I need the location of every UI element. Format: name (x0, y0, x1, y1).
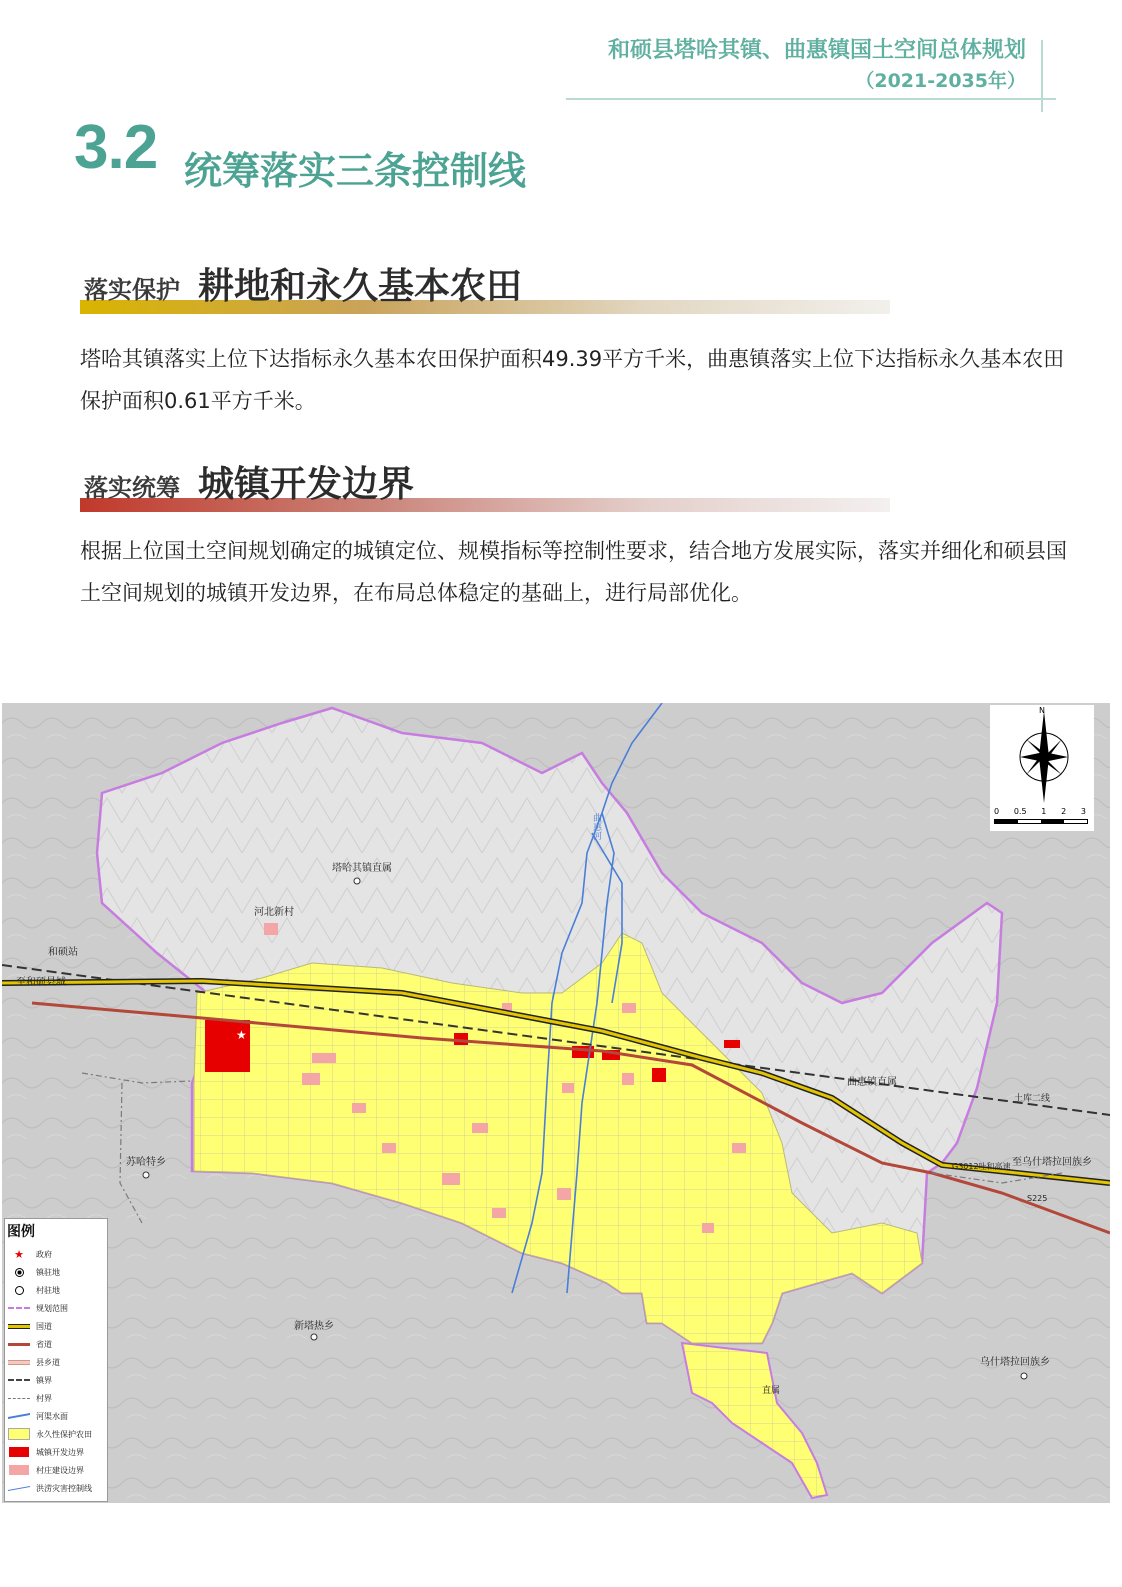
legend-label: 国道 (36, 1321, 52, 1331)
label-tahaqi: 塔哈其镇直属 (332, 863, 392, 874)
legend-title: 图例 (7, 1224, 35, 1240)
label-station: 和硕站 (48, 947, 78, 958)
legend-item (5, 1281, 107, 1299)
village-boundary-swatch-icon (8, 1465, 30, 1475)
map-legend (4, 1218, 108, 1502)
header-years: （2021-2035年） (855, 70, 1026, 92)
legend-item (5, 1407, 107, 1425)
subheading-title: 城镇开发边界 (198, 464, 415, 505)
flood-line-icon (8, 1483, 30, 1493)
subheading-prefix: 落实保护 (84, 276, 180, 304)
label-suhate: 苏哈特乡 (126, 1157, 166, 1168)
subheading-urban-boundary (80, 454, 890, 512)
header-vertical-divider (1041, 40, 1043, 112)
legend-label: 县乡道 (36, 1357, 60, 1367)
village-seat-icon (8, 1285, 30, 1295)
paragraph-farmland: 塔哈其镇落实上位下达指标永久基本农田保护面积49.39平方千米，曲惠镇落实上位下达指标永久基本农田保护面积0.61平方千米。 (80, 347, 1065, 413)
compass-and-scale (990, 705, 1094, 831)
legend-label: 村驻地 (36, 1285, 60, 1295)
label-g3012: G3012吐和高速 (952, 1162, 1011, 1171)
label-river: 曲惠河 (591, 813, 601, 840)
legend-item (5, 1299, 107, 1317)
legend-item (5, 1353, 107, 1371)
river-icon (8, 1411, 30, 1421)
planning-map (2, 703, 1110, 1503)
label-hebei: 河北新村 (254, 907, 294, 918)
legend-item (5, 1317, 107, 1335)
label-quhui: 曲惠镇直属 (847, 1077, 897, 1088)
legend-label: 镇界 (36, 1375, 52, 1385)
legend-label: 洪涝灾害控制线 (36, 1483, 92, 1493)
scale-tick: 3 (1080, 807, 1086, 816)
star-icon: ★ (14, 1247, 24, 1261)
document-header (608, 36, 1026, 96)
legend-label: 政府 (36, 1249, 52, 1259)
label-tuku: 土库二线 (1014, 1094, 1051, 1104)
label-to-county: 至和硕县城 (16, 977, 66, 988)
legend-item (5, 1389, 107, 1407)
legend-item (5, 1335, 107, 1353)
svg-text:N: N (1039, 706, 1045, 715)
national-road-icon (8, 1321, 30, 1331)
scale-bar (994, 809, 1086, 823)
town-border-icon (8, 1375, 30, 1385)
header-title: 和硕县塔哈其镇、曲惠镇国土空间总体规划 (607, 38, 1026, 63)
section-title: 统筹落实三条控制线 (184, 149, 527, 193)
subheading-title: 耕地和永久基本农田 (198, 266, 523, 307)
section-number: 3.2 (74, 113, 158, 182)
legend-item (5, 1443, 107, 1461)
scale-tick: 2 (1061, 807, 1067, 816)
government-star-icon: ★ (236, 1028, 247, 1042)
subheading-prefix: 落实统筹 (84, 474, 180, 502)
town-seat-icon (8, 1267, 30, 1277)
boundary-line-icon (8, 1303, 30, 1313)
legend-label: 镇驻地 (36, 1267, 60, 1277)
label-to-wushi: 至乌什塔拉回族乡 (1012, 1157, 1092, 1168)
legend-item (5, 1461, 107, 1479)
map-canvas (2, 703, 1110, 1503)
scale-line (994, 819, 1088, 824)
label-xinta: 新塔热乡 (294, 1321, 334, 1332)
legend-label: 省道 (36, 1339, 52, 1349)
legend-item (5, 1371, 107, 1389)
label-zhishu: 直属 (762, 1386, 781, 1396)
county-road-icon (8, 1357, 30, 1367)
legend-item (5, 1479, 107, 1497)
label-s225: S225 (1027, 1194, 1048, 1203)
urban-boundary-swatch-icon (8, 1447, 30, 1457)
scale-tick: 1 (1041, 807, 1047, 816)
header-divider (566, 98, 1056, 100)
farmland-swatch-icon (8, 1429, 30, 1439)
legend-label: 城镇开发边界 (36, 1447, 84, 1457)
scale-tick: 0.5 (1013, 807, 1027, 816)
label-wushi: 乌什塔拉回族乡 (980, 1357, 1050, 1368)
legend-label: 永久性保护农田 (36, 1429, 92, 1439)
village-border-icon (8, 1393, 30, 1403)
legend-label: 规划范围 (36, 1303, 68, 1313)
legend-label: 村庄建设边界 (36, 1465, 84, 1475)
legend-item (5, 1245, 107, 1263)
legend-label: 村界 (36, 1393, 52, 1403)
scale-tick: 0 (994, 807, 1000, 816)
legend-label: 河渠水面 (36, 1411, 68, 1421)
legend-item (5, 1425, 107, 1443)
paragraph-urban-boundary: 根据上位国土空间规划确定的城镇定位、规模指标等控制性要求，结合地方发展实际，落实并细化和硕县国土空间规划的城镇开发边界，在布局总体稳定的基础上，进行局部优化。 (80, 539, 1067, 605)
legend-item (5, 1263, 107, 1281)
scale-ticks (994, 807, 1086, 816)
provincial-road-icon (8, 1339, 30, 1349)
subheading-farmland (80, 256, 890, 314)
